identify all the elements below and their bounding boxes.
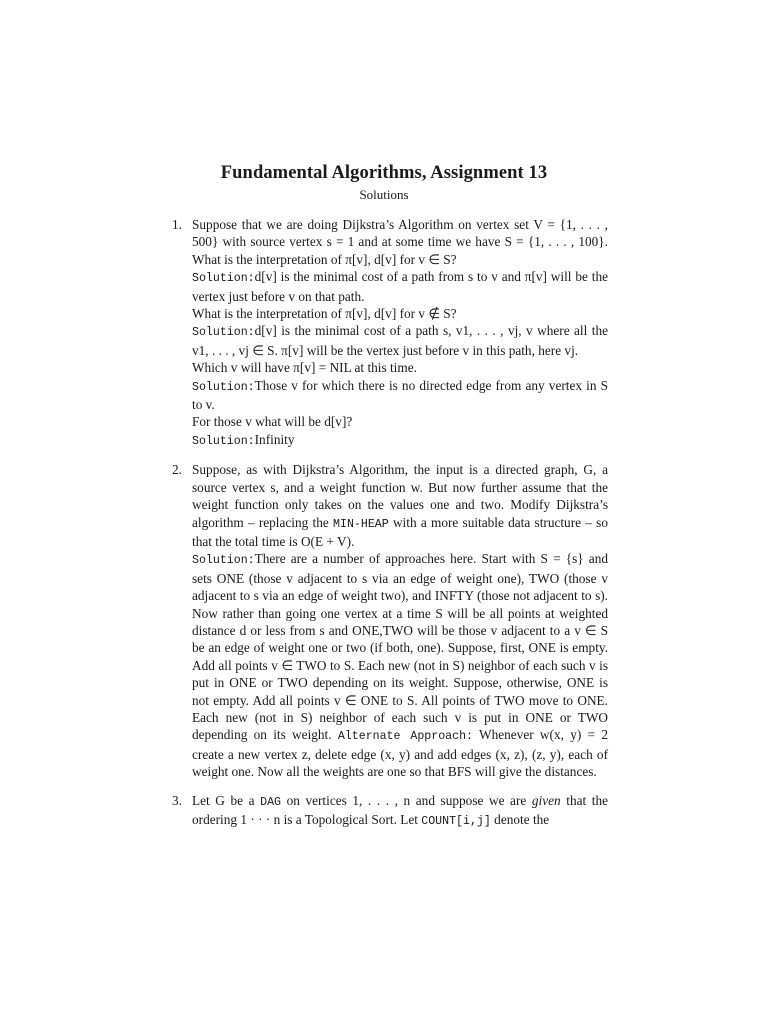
question-text-part: with a more suitable data structure – so that the total time is O(E + V). xyxy=(192,514,608,549)
question-text-part: denote the xyxy=(494,812,550,827)
problem-3 xyxy=(172,792,609,831)
question-text: For those v what will be d[v]? xyxy=(192,414,353,430)
code-term: COUNT[i,j] xyxy=(421,815,491,828)
solution-text: d[v] is the minimal cost of a path from s to v and π[v] will be the vertex just before v on that path. xyxy=(192,269,608,304)
alternate-approach-label: Alternate Approach: xyxy=(337,730,473,744)
solution-label: Solution: xyxy=(192,380,255,394)
solution-label: Solution: xyxy=(192,326,255,340)
question-text-part: Let G be a xyxy=(192,792,255,808)
problem-1 xyxy=(172,216,608,450)
solution-text: Those v for which there is no directed edge from any vertex in S to v. xyxy=(192,377,608,413)
emphasis-text: given xyxy=(531,792,561,808)
code-term: MIN-HEAP xyxy=(333,517,389,531)
page-subtitle: Solutions xyxy=(359,187,409,202)
question-text: Which v will have π[v] = NIL at this time. xyxy=(192,360,417,376)
problem-list xyxy=(172,216,609,841)
problem-2 xyxy=(172,461,608,780)
solution-paragraph xyxy=(192,431,608,450)
problem-number: 1. xyxy=(172,217,182,232)
solution-text: There are a number of approaches here. Start with S = {s} and sets ONE (those v adjacent to s via an edge of weight one), TWO (those v adjacent to s via an edge of weight two), and INFTY (those not adjacent to s). Now rather than going one vertex at a time S will be all points at weighted distance d or less from s and ONE,TWO will be those v adjacent to a v ∈ S be an edge of weight one or two (if both, one). Suppose, first, ONE is empty. Add all points v ∈ TWO to S. Each new (not in S) neighbor of each such v is put in ONE or TWO depending on its weight. Suppose, otherwise, ONE is not empty. Add all points v ∈ ONE to S. All points of TWO move to ONE. Each new (not in S) neighbor of each such v is put in ONE or TWO depending on its weight. xyxy=(192,551,608,743)
question-text xyxy=(192,792,608,831)
question-text-part: on vertices 1, . . . , n and suppose we are xyxy=(286,792,527,808)
solution-text: Infinity xyxy=(254,431,295,447)
solution-paragraph xyxy=(192,377,608,414)
page-title: Fundamental Algorithms, Assignment 13 xyxy=(220,163,548,183)
question-text xyxy=(192,461,608,550)
solution-text: d[v] is the minimal cost of a path s, v1, . . . , vj, v where all the v1, . . . , vj ∈ S. π[v] will be the vertex just before v in this path, here vj. xyxy=(192,323,608,358)
solution-label: Solution: xyxy=(192,434,255,448)
question-text: What is the interpretation of π[v], d[v] for v ∉ S? xyxy=(192,306,457,322)
solution-paragraph xyxy=(192,268,608,305)
solution-text: Whenever w(x, y) = 2 create a new vertex z, delete edge (x, y) and add edges (x, z), (z, y), each of weight one. Now all the weights are one so that BFS will give the distances. xyxy=(192,727,608,780)
question-text: Suppose that we are doing Dijkstra’s Algorithm on vertex set V = {1, . . . , 500} with source vertex s = 1 and at some time we have S = {1, . . . , 100}. What is the interpretation of π[v], d[v] for v ∈ S? xyxy=(192,217,608,267)
solution-paragraph xyxy=(192,550,608,780)
problem-number: 3. xyxy=(172,792,182,808)
solution-label: Solution: xyxy=(192,272,255,286)
solution-paragraph xyxy=(192,322,608,359)
question-text-part: Suppose, as with Dijkstra’s Algorithm, the input is a directed graph, G, a source vertex s, and a weight function w. But now further assume that the weight function only takes on the values one and two. Modify Dijkstra’s algorithm – replacing the xyxy=(192,462,608,530)
problem-number: 2. xyxy=(172,462,182,478)
solution-label: Solution: xyxy=(192,554,255,568)
question-text-part: that the ordering 1 · · · n is a Topological Sort. Let xyxy=(192,792,609,827)
code-term: DAG xyxy=(260,795,281,809)
